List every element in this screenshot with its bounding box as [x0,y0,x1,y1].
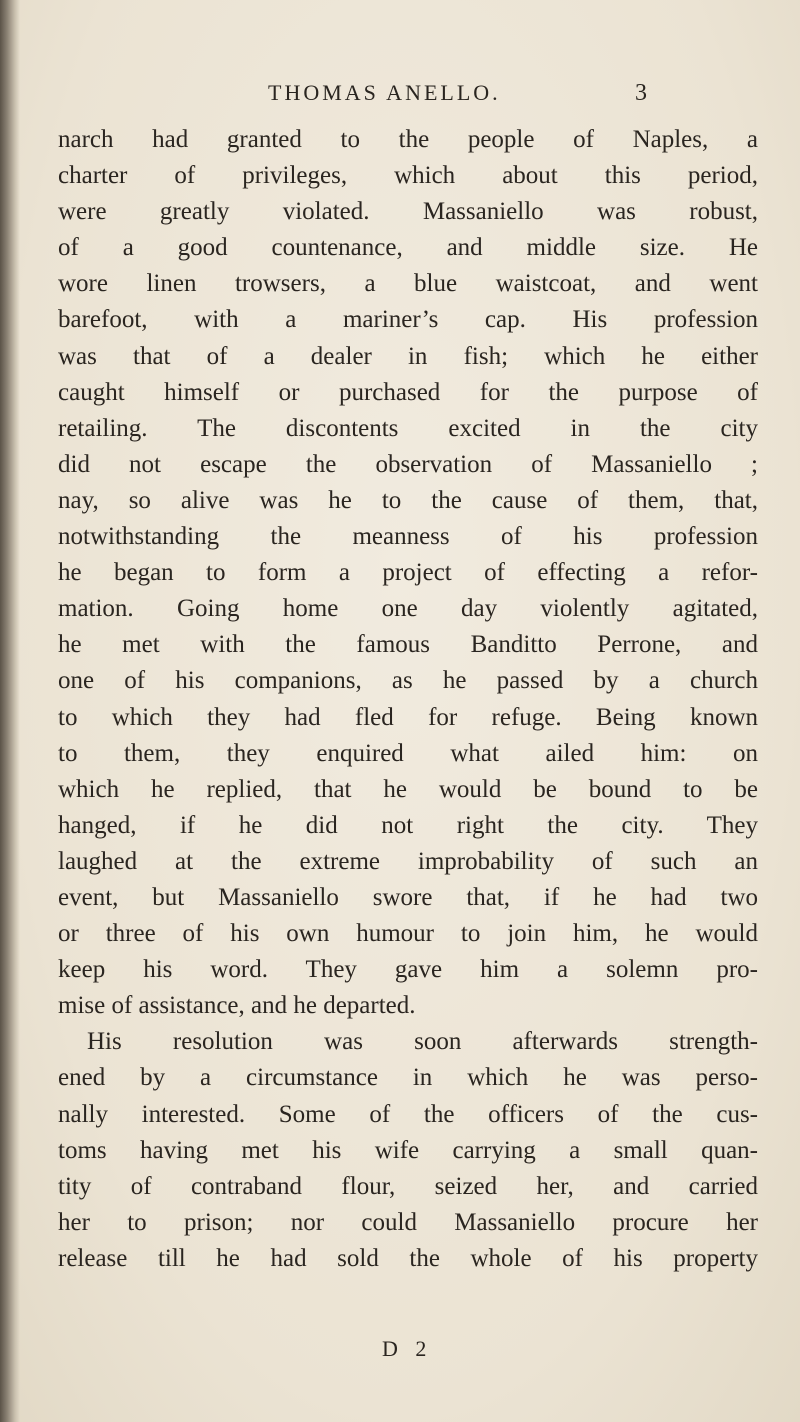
text-line: laughed at the extreme improbability of such an [58,847,758,875]
text-line: one of his companions, as he passed by a church [58,667,758,695]
text-line: retailing. The discontents excited in the city [58,414,758,442]
text-line: wore linen trowsers, a blue waistcoat, and went [58,270,758,298]
text-line: charter of privileges, which about this period, [58,162,758,190]
text-line: he met with the famous Banditto Perrone, and [58,631,758,659]
text-line: nay, so alive was he to the cause of them, that, [58,486,758,514]
text-line: mise of assistance, and he departed. [58,992,416,1020]
paragraph-first-line: His resolution was soon afterwards strength- [87,1028,758,1056]
text-line: toms having met his wife carrying a small quan- [58,1136,758,1164]
text-line: to which they had fled for refuge. Being known [58,703,758,731]
text-line: release till he had sold the whole of his property [58,1244,758,1272]
page-number: 3 [635,80,647,106]
text-line: ened by a circumstance in which he was perso- [58,1064,758,1092]
text-line: hanged, if he did not right the city. They [58,811,758,839]
text-line: were greatly violated. Massaniello was robust, [58,198,758,226]
text-line: which he replied, that he would be bound to be [58,775,758,803]
text-line: nally interested. Some of the officers of the cus- [58,1100,758,1128]
body-text [58,122,758,1277]
text-line: of a good countenance, and middle size. He [58,234,758,262]
text-line: narch had granted to the people of Naples, a [58,126,758,153]
running-head: THOMAS ANELLO. [268,80,501,105]
text-line: event, but Massaniello swore that, if he had two [58,883,758,911]
text-line: caught himself or purchased for the purpose of [58,378,758,406]
text-line: tity of contraband flour, seized her, and carried [58,1172,758,1200]
text-line: her to prison; nor could Massaniello procure her [58,1208,758,1236]
text-line: mation. Going home one day violently agitated, [58,595,758,623]
text-line: notwithstanding the meanness of his profession [58,523,758,551]
text-line: keep his word. They gave him a solemn pro- [58,956,758,984]
text-line: or three of his own humour to join him, he would [58,920,758,948]
signature-mark: D 2 [382,1336,433,1361]
text-line: to them, they enquired what ailed him: on [58,739,758,767]
text-line: he began to form a project of effecting a refor- [58,559,758,587]
text-line: barefoot, with a mariner’s cap. His profession [58,306,758,334]
text-line: was that of a dealer in fish; which he either [58,342,758,370]
page-header [268,80,648,110]
text-line: did not escape the observation of Massaniello ; [58,450,758,478]
page-gutter-shadow [0,0,20,1422]
